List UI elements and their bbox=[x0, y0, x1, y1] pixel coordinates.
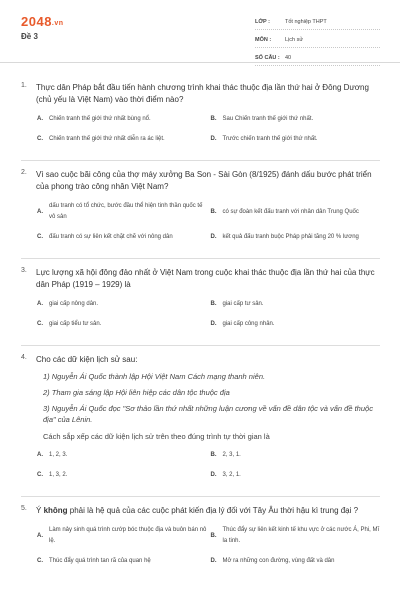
meta-value: 40 bbox=[285, 54, 292, 61]
options bbox=[37, 299, 380, 339]
option-text: 2, 3, 1. bbox=[222, 452, 241, 458]
event-3: 3) Nguyễn Ái Quốc đọc "Sơ thảo lần thứ nhất những luận cương về vấn đề dân tộc và vấn đề thuộc địa" của Lênin. bbox=[43, 404, 373, 424]
option-key: B. bbox=[210, 208, 217, 215]
option-b[interactable] bbox=[211, 299, 381, 310]
option-d[interactable] bbox=[211, 556, 381, 567]
meta-key: SỐ CÂU : bbox=[255, 54, 280, 61]
option-b[interactable] bbox=[211, 525, 381, 547]
option-c[interactable] bbox=[37, 232, 207, 243]
option-text: 3, 2, 1. bbox=[222, 472, 241, 478]
question-number: 3. bbox=[21, 267, 27, 274]
question-1 bbox=[21, 82, 380, 154]
question-number: 2. bbox=[21, 169, 27, 176]
option-text: Trước chiến tranh thế giới thứ nhất. bbox=[222, 136, 318, 142]
event-2: 2) Tham gia sáng lập Hội liên hiệp các dân tộc thuộc địa bbox=[43, 388, 230, 397]
option-key: A. bbox=[37, 532, 43, 539]
option-text: giai cấp tư sản. bbox=[222, 301, 264, 307]
option-text: 1, 2, 3. bbox=[49, 452, 68, 458]
option-text: kết quả đấu tranh buộc Pháp phải tăng 20 % lương bbox=[222, 234, 359, 240]
logo-suffix: .vn bbox=[51, 20, 64, 27]
options bbox=[37, 525, 380, 576]
option-text: Mở ra những con đường, vùng đất và dân bbox=[222, 558, 335, 564]
option-key: D. bbox=[210, 558, 217, 564]
option-b[interactable] bbox=[211, 450, 381, 461]
question-text: Vì sao cuộc bãi công của thợ máy xưởng Ba Son - Sài Gòn (8/1925) đánh dấu bước phát triển của phong trào công nhân Việt Nam? bbox=[36, 170, 372, 191]
page-header bbox=[0, 0, 400, 63]
option-c[interactable] bbox=[37, 134, 207, 145]
option-text: Chiến tranh thế giới thứ nhất bùng nổ. bbox=[49, 116, 151, 122]
option-a[interactable] bbox=[37, 450, 207, 461]
option-text: giai cấp công nhân. bbox=[222, 321, 275, 327]
meta-row-class bbox=[255, 14, 380, 30]
question-number: 5. bbox=[21, 505, 27, 512]
option-text: có sự đoàn kết đấu tranh với nhân dân Trung Quốc bbox=[222, 208, 359, 215]
option-key: D. bbox=[210, 472, 217, 478]
option-text: đấu tranh có sự liên kết chặt chẽ với nông dân bbox=[49, 234, 173, 240]
question-text-post: phải là hệ quả của các cuộc phát kiến địa lý đối với Tây Âu thời hậu kì trung đại ? bbox=[67, 506, 359, 515]
question-2 bbox=[21, 169, 380, 252]
option-a[interactable] bbox=[37, 525, 207, 547]
option-key: C. bbox=[37, 558, 43, 564]
option-d[interactable] bbox=[211, 134, 381, 145]
option-c[interactable] bbox=[37, 556, 207, 567]
question-prompt: Cách sắp xếp các dữ kiện lịch sử trên theo đúng trình tự thời gian là bbox=[43, 432, 270, 441]
option-key: B. bbox=[210, 116, 217, 122]
meta-key: LỚP : bbox=[255, 18, 270, 25]
option-key: A. bbox=[37, 116, 43, 122]
exam-label: Đề 3 bbox=[21, 32, 38, 41]
option-key: D. bbox=[210, 234, 217, 240]
question-text: Thực dân Pháp bắt đầu tiến hành chương trình khai thác thuộc địa lần thứ hai ở Đông Dương (chủ yếu là Việt Nam) vào thời điểm nào? bbox=[36, 83, 369, 104]
divider bbox=[21, 258, 380, 259]
divider bbox=[21, 345, 380, 346]
option-key: B. bbox=[210, 532, 217, 539]
question-list bbox=[0, 82, 400, 576]
option-key: B. bbox=[210, 452, 217, 458]
options bbox=[37, 114, 380, 154]
question-5 bbox=[21, 505, 380, 576]
option-c[interactable] bbox=[37, 470, 207, 481]
option-text: 1, 3, 2. bbox=[49, 472, 68, 478]
option-a[interactable] bbox=[37, 114, 207, 125]
option-text: Sau Chiến tranh thế giới thứ nhất. bbox=[222, 116, 314, 122]
site-logo[interactable] bbox=[21, 14, 64, 29]
logo-text: 2048 bbox=[21, 14, 52, 29]
option-key: C. bbox=[37, 136, 43, 142]
question-text: Cho các dữ kiện lịch sử sau: bbox=[36, 355, 138, 364]
option-text: Chiến tranh thế giới thứ nhất diễn ra ác liệt. bbox=[49, 136, 165, 142]
option-key: C. bbox=[37, 321, 43, 327]
meta-value: Lịch sử bbox=[285, 36, 304, 43]
option-d[interactable] bbox=[211, 470, 381, 481]
meta-key: MÔN : bbox=[255, 36, 272, 43]
question-3 bbox=[21, 267, 380, 339]
option-text: Làm nảy sinh quá trình cướp bóc thuộc địa và buôn bán nô lệ. bbox=[49, 527, 207, 544]
question-text-emphasis: không bbox=[43, 506, 68, 515]
question-text-pre: Ý bbox=[36, 506, 44, 515]
option-a[interactable] bbox=[37, 201, 207, 223]
options bbox=[37, 201, 380, 252]
divider bbox=[21, 160, 380, 161]
option-key: C. bbox=[37, 472, 43, 478]
option-text: giai cấp nông dân. bbox=[49, 301, 99, 307]
option-key: A. bbox=[37, 452, 43, 458]
option-text: dấu tranh có tổ chức, bước đầu thể hiện tinh thần quốc tế vô sản bbox=[49, 203, 203, 220]
meta-row-count bbox=[255, 50, 380, 66]
option-b[interactable] bbox=[211, 201, 381, 223]
option-text: Thúc đẩy sự liên kết kinh tế khu vực ở các nước Á, Phi, Mĩ la tinh. bbox=[222, 527, 380, 544]
question-number: 1. bbox=[21, 82, 27, 89]
question-4 bbox=[21, 354, 380, 490]
divider bbox=[21, 496, 380, 497]
event-1: 1) Nguyễn Ái Quốc thành lập Hội Việt Nam Cách mạng thanh niên. bbox=[43, 372, 266, 381]
question-number: 4. bbox=[21, 354, 27, 361]
question-text bbox=[36, 505, 380, 517]
meta-row-subject bbox=[255, 32, 380, 48]
option-c[interactable] bbox=[37, 319, 207, 330]
exam-meta bbox=[255, 14, 380, 68]
option-key: C. bbox=[37, 234, 43, 240]
question-text: Lực lượng xã hội đông đảo nhất ở Việt Nam trong cuộc khai thác thuộc địa lần thứ hai của thực dân Pháp (1919 – 1929) là bbox=[36, 268, 375, 289]
option-a[interactable] bbox=[37, 299, 207, 310]
option-key: A. bbox=[37, 301, 43, 307]
options bbox=[37, 450, 380, 490]
option-key: D. bbox=[210, 136, 217, 142]
meta-value: Tốt nghiệp THPT bbox=[285, 18, 327, 25]
option-key: A. bbox=[37, 208, 43, 215]
option-d[interactable] bbox=[211, 319, 381, 330]
option-key: D. bbox=[210, 321, 217, 327]
option-b[interactable] bbox=[211, 114, 381, 125]
option-d[interactable] bbox=[211, 232, 381, 243]
option-text: giai cấp tiểu tư sản. bbox=[49, 321, 102, 327]
option-key: B. bbox=[210, 301, 217, 307]
option-text: Thúc đẩy quá trình tan rã của quan hệ bbox=[49, 558, 151, 564]
